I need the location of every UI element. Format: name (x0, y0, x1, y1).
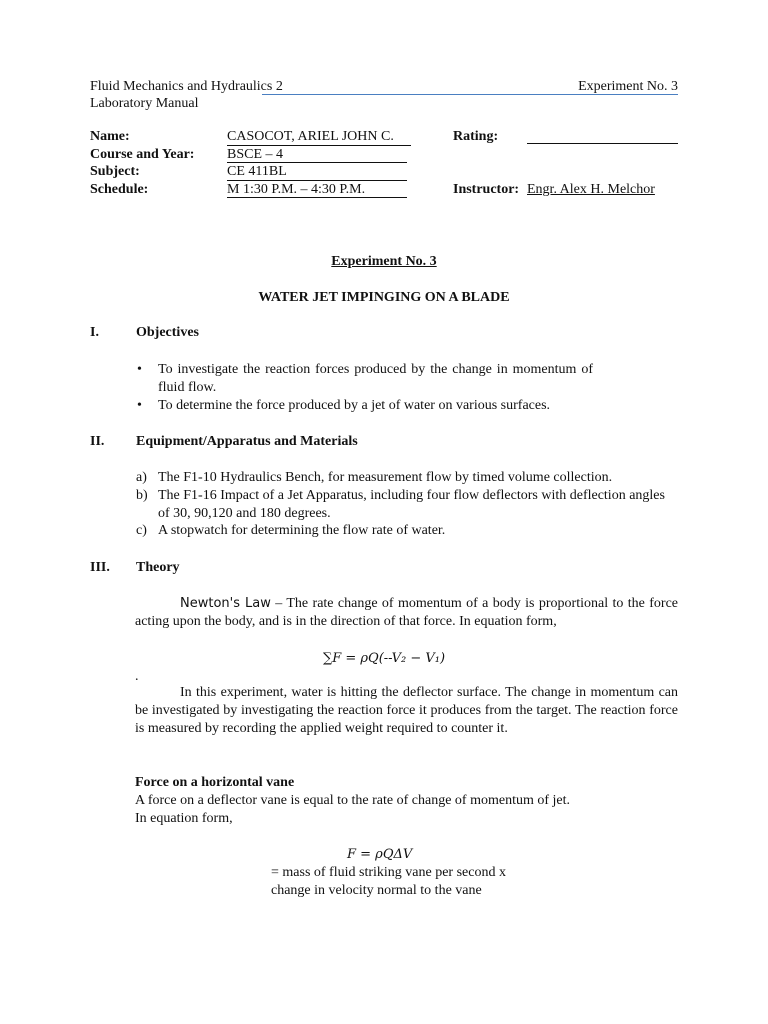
name-value: CASOCOT, ARIEL JOHN C. (227, 129, 394, 144)
force-equation-desc-2: change in velocity normal to the vane (271, 883, 482, 898)
newton-law-paragraph (135, 595, 678, 631)
section-heading-objectives: Objectives (136, 325, 199, 340)
equipment-item-text: The F1-10 Hydraulics Bench, for measurement flow by timed volume collection. (158, 470, 613, 485)
vane-line-1: A force on a deflector vane is equal to the rate of change of momentum of jet. (135, 793, 570, 808)
force-equation: F = ρQΔV (347, 847, 413, 862)
experiment-paragraph: In this experiment, water is hitting the deflector surface. The change in momentum can be investigated by investigating the reaction force it produces from the target. The reaction force is measured by recording the applied weight required to counter it. (135, 685, 678, 736)
section-heading-equipment: Equipment/Apparatus and Materials (136, 434, 358, 449)
vane-line-2: In equation form, (135, 811, 233, 826)
equipment-item-label: c) (136, 523, 147, 538)
course-value: BSCE – 4 (227, 147, 284, 162)
objective-item: To determine the force produced by a jet of water on various surfaces. (158, 398, 551, 413)
equipment-item-label: a) (136, 470, 147, 485)
header-experiment-no: Experiment No. 3 (578, 79, 678, 94)
section-numeral-theory: III. (90, 560, 110, 575)
section-heading-theory: Theory (136, 560, 180, 575)
schedule-underline (227, 197, 407, 198)
course-label: Course and Year: (90, 147, 195, 162)
vane-subheading: Force on a horizontal vane (135, 775, 295, 790)
newton-law-text: – The rate change of momentum of a body is proportional to the force acting upon the body, and is in the direction of that force. In equation form, (135, 596, 679, 629)
experiment-heading: Experiment No. 3 (331, 254, 437, 269)
header-course-title: Fluid Mechanics and Hydraulics 2 (90, 79, 283, 94)
instructor-value: Engr. Alex H. Melchor (527, 182, 655, 197)
objective-item: To investigate the reaction forces produced by the change in momentum of fluid flow. (158, 362, 593, 395)
equipment-item-text: A stopwatch for determining the flow rate of water. (158, 523, 446, 538)
section-numeral-objectives: I. (90, 325, 99, 340)
name-label: Name: (90, 129, 130, 144)
subject-label: Subject: (90, 164, 140, 179)
experiment-title: WATER JET IMPINGING ON A BLADE (258, 290, 510, 305)
header-manual: Laboratory Manual (90, 96, 199, 111)
equipment-item-label: b) (136, 488, 148, 503)
instructor-label: Instructor: (453, 182, 520, 197)
schedule-label: Schedule: (90, 182, 149, 197)
bullet-icon: • (137, 398, 142, 413)
newton-law-term: Newton's Law (180, 596, 271, 611)
force-equation-desc-1: = mass of fluid striking vane per second x (271, 865, 506, 880)
section-numeral-equipment: II. (90, 434, 105, 449)
schedule-value: M 1:30 P.M. – 4:30 P.M. (227, 182, 366, 197)
header-divider (262, 94, 678, 95)
subject-value: CE 411BL (227, 164, 287, 179)
equipment-item-text: The F1-16 Impact of a Jet Apparatus, including four flow deflectors with deflection angles of 30, 90,120 and 180 degrees. (158, 488, 665, 521)
rating-label: Rating: (453, 129, 499, 144)
rating-field-line (527, 143, 678, 144)
bullet-icon: • (137, 362, 142, 377)
stray-period: . (135, 669, 139, 684)
momentum-equation: ∑F = ρQ(--V₂ − V₁) (322, 651, 446, 666)
